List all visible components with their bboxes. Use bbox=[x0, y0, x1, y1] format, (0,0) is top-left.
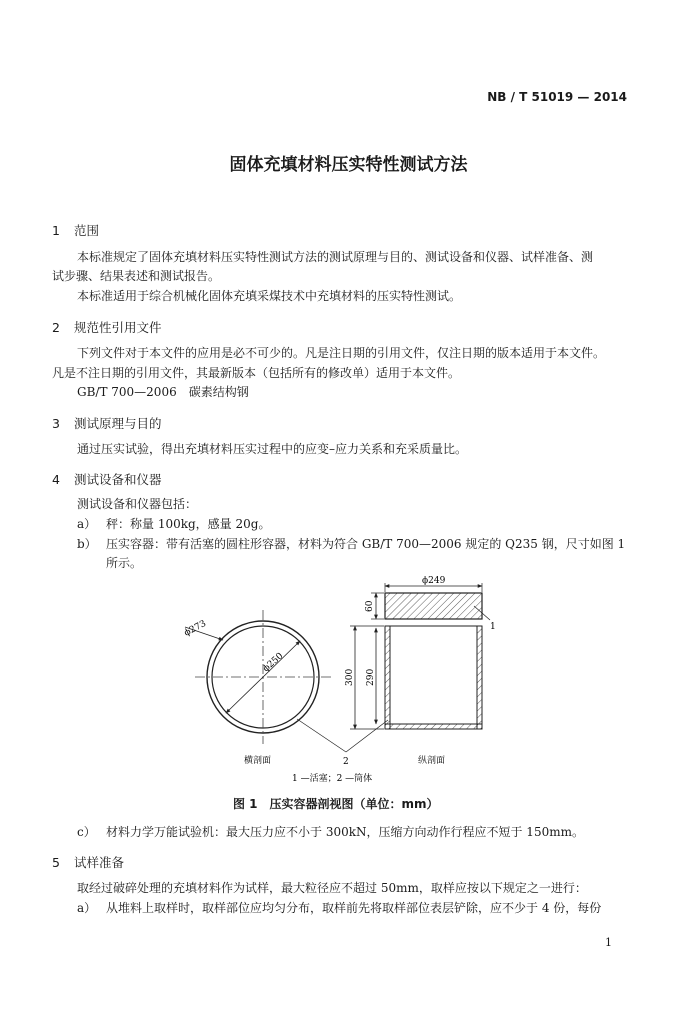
paragraph: 下列文件对于本文件的应用是必不可少的。凡是注日期的引用文件，仅注日期的版本适用于本文件。 bbox=[77, 346, 606, 360]
paragraph: 取经过破碎处理的充填材料作为试样，最大粒径应不超过 50mm，取样应按以下规定之一进行： bbox=[77, 881, 587, 895]
piston bbox=[385, 593, 482, 619]
cross-section-view bbox=[183, 610, 331, 744]
section-number: 2 bbox=[52, 320, 60, 335]
outer-diameter-label: ϕ273 bbox=[182, 618, 209, 639]
paragraph: 测试设备和仪器包括： bbox=[77, 497, 198, 511]
paragraph: 本标准适用于综合机械化固体充填采煤技术中充填材料的压实特性测试。 bbox=[77, 289, 462, 303]
section-title: 测试原理与目的 bbox=[74, 416, 162, 431]
section-number: 5 bbox=[52, 855, 60, 870]
cylinder-right-wall bbox=[477, 626, 482, 729]
callout-leader bbox=[297, 719, 346, 752]
paragraph: 试步骤、结果表述和测试报告。 bbox=[52, 269, 221, 283]
document-title: 固体充填材料压实特性测试方法 bbox=[229, 155, 468, 175]
list-item-label: c） bbox=[77, 825, 96, 839]
list-item-text: 秤：称量 100kg，感量 20g。 bbox=[106, 517, 271, 531]
cylinder-bottom bbox=[385, 724, 482, 729]
callout-2: 2 bbox=[343, 757, 349, 767]
total-height-label: 300 bbox=[345, 668, 355, 686]
section-title: 范围 bbox=[74, 223, 100, 238]
cross-section-label: 横剖面 bbox=[244, 756, 272, 766]
list-item-text: 材料力学万能试验机：最大压力应不小于 300kN，压缩方向动作行程应不短于 150mm。 bbox=[106, 825, 584, 839]
normative-reference: GB/T 700—2006 碳素结构钢 bbox=[77, 385, 249, 399]
paragraph: 凡是不注日期的引用文件，其最新版本（包括所有的修改单）适用于本文件。 bbox=[52, 366, 461, 380]
list-item-text: 压实容器：带有活塞的圆柱形容器，材料为符合 GB/T 700—2006 规定的 Q235 钢，尺寸如图 1 bbox=[106, 537, 626, 551]
longitudinal-section-label: 纵剖面 bbox=[418, 756, 446, 766]
longitudinal-section-view bbox=[345, 576, 496, 729]
section-number: 4 bbox=[52, 472, 60, 487]
standard-number: NB / T 51019 — 2014 bbox=[487, 90, 627, 104]
callout-leader bbox=[346, 720, 388, 752]
figure-caption: 图 1 压实容器剖视图（单位：mm） bbox=[233, 797, 439, 811]
section-title: 测试设备和仪器 bbox=[74, 472, 162, 487]
list-item-label: a） bbox=[77, 517, 97, 531]
inner-diameter-label: ϕ250 bbox=[261, 651, 286, 675]
section-5-heading bbox=[52, 853, 124, 871]
section-number: 3 bbox=[52, 416, 60, 431]
figure-legend: 1 —活塞；2 —筒体 bbox=[292, 774, 373, 784]
paragraph: 通过压实试验，得出充填材料压实过程中的应变–应力关系和充采质量比。 bbox=[77, 442, 468, 456]
paragraph: 本标准规定了固体充填材料压实特性测试方法的测试原理与目的、测试设备和仪器、试样准备、测 bbox=[77, 250, 594, 264]
page-number: 1 bbox=[605, 936, 612, 949]
cylinder-left-wall bbox=[385, 626, 390, 729]
section-title: 试样准备 bbox=[74, 855, 125, 870]
inner-height-label: 290 bbox=[366, 668, 376, 686]
piston-diameter-label: ϕ249 bbox=[422, 576, 446, 586]
piston-height-label: 60 bbox=[365, 600, 375, 612]
list-item-label: b） bbox=[77, 537, 97, 551]
section-number: 1 bbox=[52, 223, 60, 238]
list-item-text: 所示。 bbox=[106, 556, 143, 570]
section-title: 规范性引用文件 bbox=[74, 320, 162, 335]
list-item-text: 从堆料上取样时，取样部位应均匀分布，取样前先将取样部位表层铲除，应不少于 4 份，每份 bbox=[106, 901, 602, 915]
list-item-label: a） bbox=[77, 901, 97, 915]
callout-1: 1 bbox=[490, 622, 496, 632]
